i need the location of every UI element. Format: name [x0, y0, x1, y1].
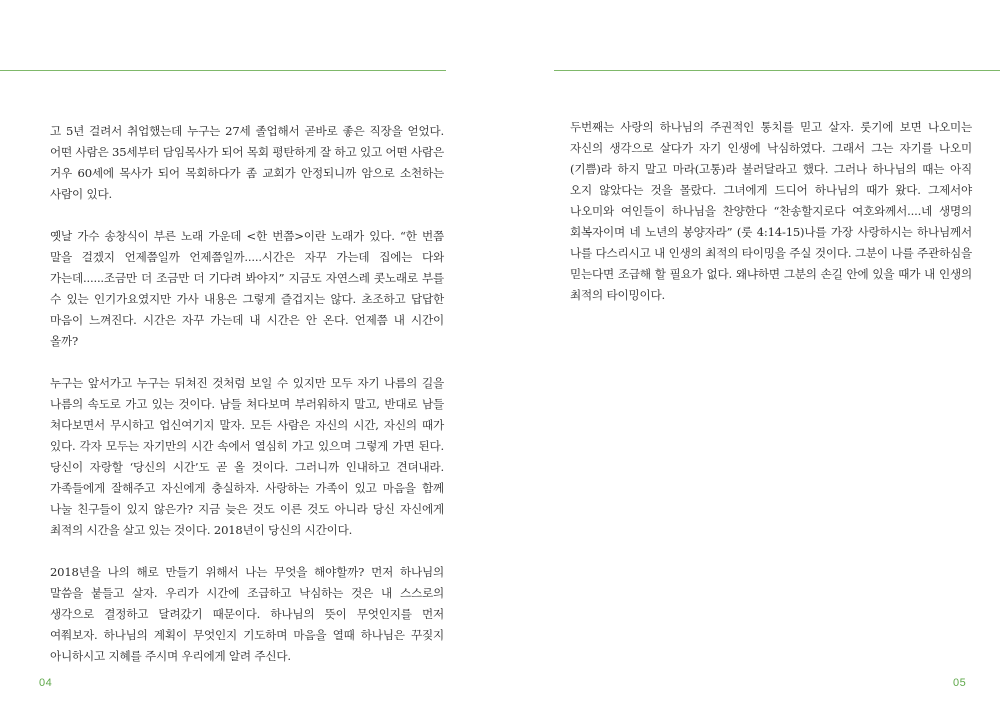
left-paragraph-1: 고 5년 걸려서 취업했는데 누구는 27세 졸업해서 곧바로 좋은 직장을 얻었다. 어떤 사람은 35세부터 담임목사가 되어 목회 평탄하게 잘 하고 있고 어떤 사람은 거우 60세에 목사가 되어 목회하다가 좀 교회가 안정되니까 암으로 소천하는 사람이 있다. — [50, 124, 444, 201]
right-paragraph-1: 두번째는 사랑의 하나님의 주권적인 통치를 믿고 살자. 룻기에 보면 나오미는 자신의 생각으로 살다가 자기 인생에 낙심하였다. 그래서 그는 자기를 나오미(기쁨)라 하지 말고 마라(고통)라 불러달라고 했다. 그러나 하나님의 때는 아직 오지 않았다는 것을 몰랐다. 그녀에게 드디어 하나님의 때가 왔다. 그제서야 나오미와 여인들이 하나님을 찬양한다 “찬송할지로다 여호와께서....네 생명의 회복자이며 네 노년의 봉양자라” (룻 4:14-15)나를 가장 사랑하시는 하나님께서 나를 다스리시고 내 인생의 최적의 타이밍을 주실 것이다. 그분이 나를 주관하심을 믿는다면 조급해 할 필요가 없다. 왜냐하면 그분의 손길 안에 있을 때가 내 인생의 최적의 타이밍이다. — [570, 120, 972, 302]
right-page-body — [570, 117, 972, 327]
left-paragraph-3: 누구는 앞서가고 누구는 뒤쳐진 것처럼 보일 수 있지만 모두 자기 나름의 길을 나름의 속도로 가고 있는 것이다. 남들 쳐다보며 부러워하지 말고, 반대로 남들 쳐다보면서 무시하고 업신여기지 말자. 모든 사람은 자신의 시간, 자신의 때가 있다. 각자 모두는 자기만의 시간 속에서 열심히 가고 있으며 그렇게 가면 된다. 당신이 자랑할 ‘당신의 시간’도 곧 올 것이다. 그러니까 인내하고 견뎌내라. 가족들에게 잘해주고 자신에게 충실하자. 사랑하는 가족이 있고 마음을 함께 나눌 친구들이 있지 않은가? 지금 늦은 것도 이른 것도 아니라 당신 자신에게 최적의 시간을 살고 있는 것이다. 2018년이 당신의 시간이다. — [50, 376, 444, 537]
right-page-number: 05 — [953, 677, 967, 689]
right-header-rule — [554, 70, 1000, 71]
left-paragraph-2: 옛날 가수 송창식이 부른 노래 가운데 <한 번쯤>이란 노래가 있다. “한 번쯤 말을 걸겠지 언제쯤일까 언제쯤일까.....시간은 자꾸 가는데 집에는 다와 가는데......조금만 더 조금만 더 기다려 봐야지” 지금도 자연스레 콧노래로 부를 수 있는 인기가요였지만 가사 내용은 그렇게 즐겁지는 않다. 초조하고 답답한 마음이 느껴진다. 시간은 자꾸 가는데 내 시간은 안 온다. 언제쯤 내 시간이 올까? — [50, 229, 444, 348]
left-paragraph-4: 2018년을 나의 해로 만들기 위해서 나는 무엇을 해야할까? 먼저 하나님의 말씀을 붙들고 살자. 우리가 시간에 조급하고 낙심하는 것은 내 스스로의 생각으로 결정하고 달려갔기 때문이다. 하나님의 뜻이 무엇인지를 먼저 여쭤보자. 하나님의 계획이 무엇인지 기도하며 마음을 열때 하나님은 꾸짖지 아니하시고 지혜를 주시며 우리에게 알려 주신다. — [50, 565, 444, 663]
left-page-body — [50, 121, 444, 688]
left-header-rule — [0, 70, 446, 71]
left-page-number: 04 — [39, 677, 53, 689]
